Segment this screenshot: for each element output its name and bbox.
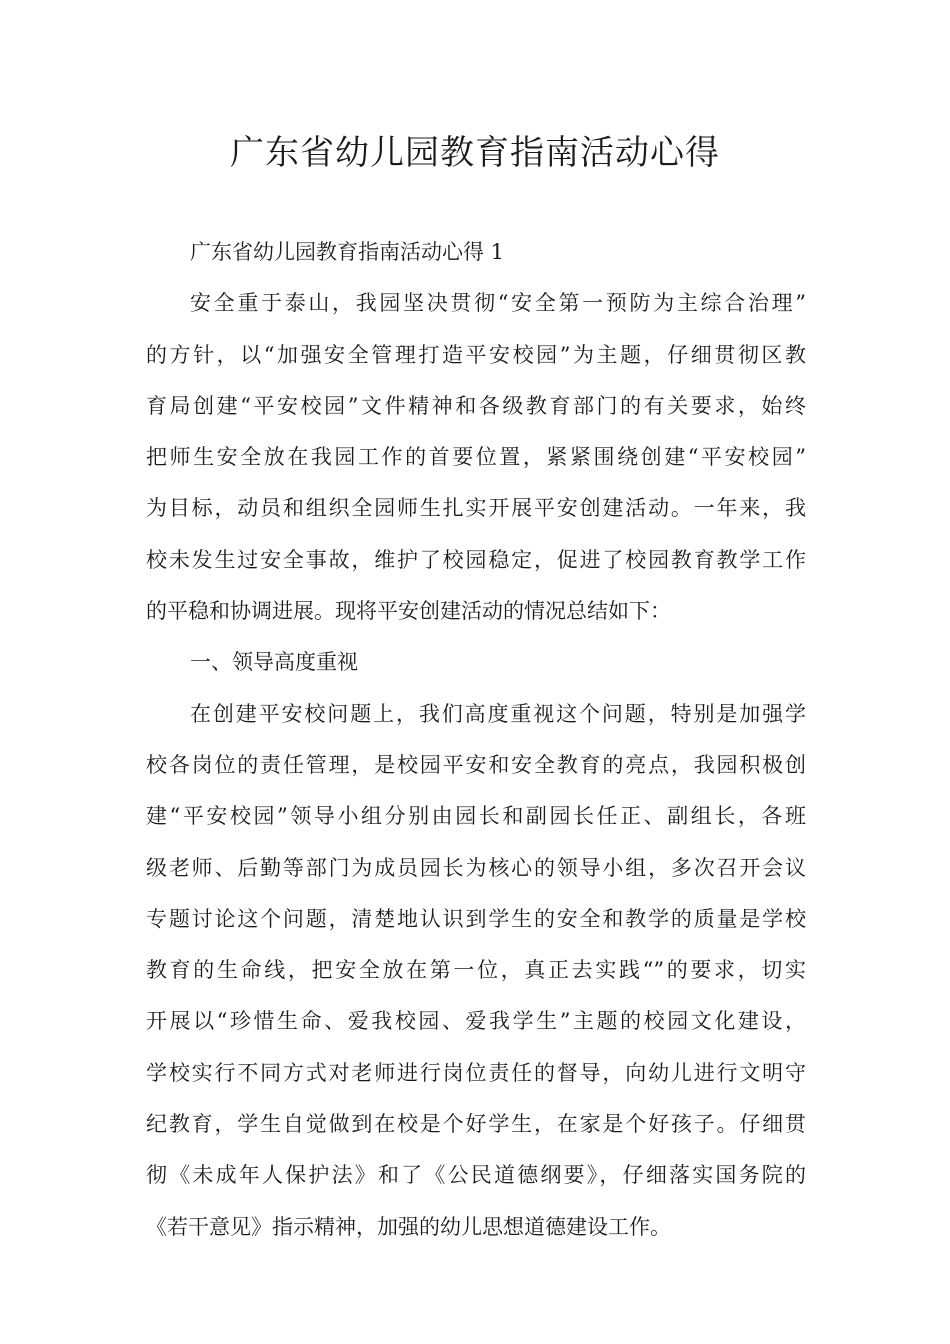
document-body xyxy=(146,227,806,1253)
paragraph-line: 建“平安校园”领导小组分别由园长和副园长任正、副组长，各班 xyxy=(146,804,806,829)
paragraph-line: 彻《未成年人保护法》和了《公民道德纲要》，仔细落实国务院的 xyxy=(146,1163,806,1188)
paragraph-line: 为目标，动员和组织全园师生扎实开展平安创建活动。一年来，我 xyxy=(146,496,806,521)
paragraph-line: 校各岗位的责任管理，是校园平安和安全教育的亮点，我园积极创 xyxy=(146,752,806,777)
section-heading: 广东省幼儿园教育指南活动心得 1 xyxy=(190,240,505,264)
paragraph-line: 安全重于泰山，我园坚决贯彻“安全第一预防为主综合治理” xyxy=(190,291,806,316)
paragraph-line: 纪教育，学生自觉做到在校是个好学生，在家是个好孩子。仔细贯 xyxy=(146,1112,806,1137)
paragraph-line: 专题讨论这个问题，清楚地认识到学生的安全和教学的质量是学校 xyxy=(146,906,806,931)
paragraph-line: 教育的生命线，把安全放在第一位，真正去实践“”的要求，切实 xyxy=(146,958,806,983)
paragraph-line: 《若干意见》指示精神，加强的幼儿思想道德建设工作。 xyxy=(146,1214,671,1239)
subsection-heading: 一、领导高度重视 xyxy=(190,650,358,675)
paragraph-line: 的方针，以“加强安全管理打造平安校园”为主题，仔细贯彻区教 xyxy=(146,342,806,367)
paragraph-line: 把师生安全放在我园工作的首要位置，紧紧围绕创建“平安校园” xyxy=(146,445,806,470)
paragraph-line: 的平稳和协调进展。现将平安创建活动的情况总结如下： xyxy=(146,599,671,624)
paragraph-line: 级老师、后勤等部门为成员园长为核心的领导小组，多次召开会议 xyxy=(146,855,806,880)
document-title: 广东省幼儿园教育指南活动心得 xyxy=(230,133,720,173)
paragraph-line: 育局创建“平安校园”文件精神和各级教育部门的有关要求，始终 xyxy=(146,393,806,418)
paragraph-line: 校未发生过安全事故，维护了校园稳定，促进了校园教育教学工作 xyxy=(146,547,806,572)
paragraph-line: 在创建平安校问题上，我们高度重视这个问题，特别是加强学 xyxy=(190,701,806,726)
paragraph-line: 开展以“珍惜生命、爱我校园、爱我学生”主题的校园文化建设， xyxy=(146,1009,806,1034)
paragraph-line: 学校实行不同方式对老师进行岗位责任的督导，向幼儿进行文明守 xyxy=(146,1060,806,1085)
